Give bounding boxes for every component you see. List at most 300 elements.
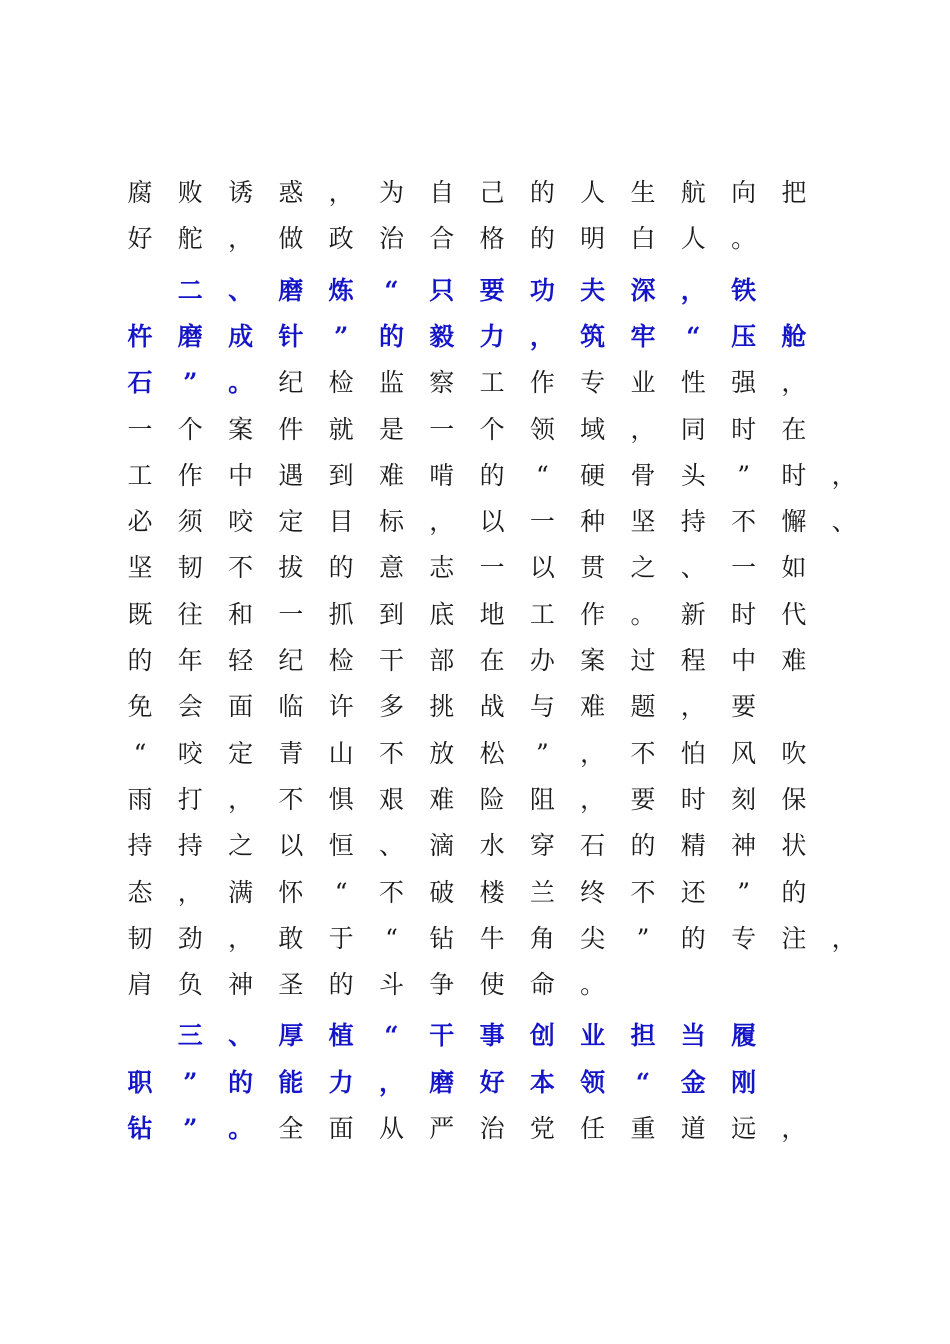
text-char: 遇 — [278, 460, 304, 490]
text-char: 。 — [228, 1114, 254, 1143]
text-char: 诱 — [228, 178, 254, 207]
text-char: 定 — [278, 507, 304, 537]
text-char: 舵 — [177, 224, 203, 254]
text-char: 的 — [529, 178, 555, 207]
text-char: 之 — [630, 553, 656, 583]
text-char: 的 — [529, 224, 555, 254]
text-char: 明 — [580, 224, 606, 254]
text-char: 会 — [177, 692, 203, 722]
text-char: “ — [334, 877, 348, 907]
text-char: 的 — [479, 460, 505, 490]
text-char: 事 — [479, 1021, 505, 1051]
text-char: 件 — [278, 414, 304, 444]
text-char: 一 — [479, 553, 505, 583]
text-char: 只 — [429, 275, 455, 305]
text-char: 、 — [831, 507, 857, 537]
text-char: 人 — [580, 178, 606, 207]
body-text-line — [0, 731, 950, 777]
text-char: 领 — [529, 414, 555, 444]
text-char: 的 — [228, 1067, 254, 1097]
text-char: 案 — [580, 646, 606, 675]
text-char: 程 — [680, 646, 706, 675]
text-char: 许 — [328, 692, 354, 722]
text-char: 到 — [328, 460, 354, 490]
body-text-line — [0, 545, 950, 591]
text-char: 的 — [127, 646, 153, 675]
text-char: 治 — [479, 1114, 505, 1143]
text-char: 中 — [228, 460, 254, 490]
text-char: 要 — [479, 275, 505, 305]
text-char: ， — [630, 414, 656, 444]
text-char: 把 — [781, 178, 807, 207]
text-char: 不 — [228, 553, 254, 583]
text-char: 中 — [731, 646, 757, 675]
text-char: 就 — [328, 414, 354, 444]
text-char: 、 — [228, 1021, 254, 1051]
text-char: 挑 — [429, 692, 455, 722]
text-char: 同 — [680, 414, 706, 444]
text-char: 面 — [328, 1114, 354, 1143]
text-char: 题 — [630, 692, 656, 722]
body-text-line — [0, 684, 950, 730]
text-char: ， — [228, 923, 254, 953]
text-char: 干 — [378, 646, 404, 675]
text-char: 的 — [328, 970, 354, 1000]
text-char: “ — [384, 275, 399, 305]
text-char: 态 — [127, 877, 153, 907]
text-char: 水 — [479, 831, 505, 861]
text-char: 自 — [429, 178, 455, 207]
text-char: 一 — [127, 414, 153, 444]
text-char: 难 — [378, 460, 404, 490]
text-char: 于 — [328, 923, 354, 953]
text-char: “ — [686, 321, 701, 351]
text-char: 创 — [529, 1021, 555, 1051]
text-char: ， — [228, 784, 254, 814]
text-char: 钻 — [429, 923, 455, 953]
text-char: 磨 — [177, 321, 203, 351]
text-char: 。 — [630, 599, 656, 629]
text-char: 领 — [580, 1067, 606, 1097]
text-char: 肩 — [127, 970, 153, 1000]
text-char: 舱 — [781, 321, 807, 351]
text-char: 难 — [429, 784, 455, 814]
text-char: 如 — [781, 553, 807, 583]
text-char: 植 — [328, 1021, 354, 1051]
body-text-line — [0, 916, 950, 962]
text-char: ， — [429, 507, 455, 537]
text-char: 全 — [278, 1114, 304, 1143]
section-heading-line — [0, 1013, 950, 1059]
text-char: ， — [831, 460, 857, 490]
text-char: 合 — [429, 224, 455, 254]
body-text-line — [0, 314, 950, 360]
text-char: 风 — [731, 738, 757, 768]
text-char: 到 — [378, 599, 404, 629]
text-char: 惑 — [278, 178, 304, 207]
text-char: 为 — [378, 178, 404, 207]
text-char: 成 — [228, 321, 254, 351]
text-char: 监 — [378, 368, 404, 398]
text-char: ” — [183, 1114, 198, 1143]
text-char: 检 — [328, 368, 354, 398]
text-char: 毅 — [429, 321, 455, 351]
text-char: 咬 — [177, 738, 203, 768]
text-char: 头 — [680, 460, 706, 490]
text-char: 不 — [731, 507, 757, 537]
text-char: 治 — [378, 224, 404, 254]
text-char: 针 — [278, 321, 304, 351]
text-char: 的 — [781, 877, 807, 907]
body-text-line — [0, 962, 950, 1008]
text-char: 穿 — [529, 831, 555, 861]
text-char: 从 — [378, 1114, 404, 1143]
text-char: 抓 — [328, 599, 354, 629]
text-char: 腐 — [127, 178, 153, 207]
text-char: 业 — [630, 368, 656, 398]
text-char: 意 — [378, 553, 404, 583]
text-char: 不 — [278, 784, 304, 814]
text-char: 临 — [278, 692, 304, 722]
text-char: ， — [831, 923, 857, 953]
text-char: 磨 — [278, 275, 304, 305]
text-char: 担 — [630, 1021, 656, 1051]
body-text-line — [0, 1060, 950, 1106]
text-char: 怕 — [680, 738, 706, 768]
text-char: 时 — [781, 460, 807, 490]
text-char: 牛 — [479, 923, 505, 953]
text-char: 险 — [479, 784, 505, 814]
text-char: 察 — [429, 368, 455, 398]
text-char: 争 — [429, 970, 455, 1000]
text-char: 败 — [177, 178, 203, 207]
text-char: ， — [680, 692, 706, 722]
text-char: 。 — [580, 970, 606, 1000]
text-char: 石 — [580, 831, 606, 861]
text-char: 力 — [479, 321, 505, 351]
text-char: 任 — [580, 1114, 606, 1143]
text-char: 不 — [630, 738, 656, 768]
text-char: ” — [737, 460, 750, 490]
text-char: 专 — [731, 923, 757, 953]
text-char: 惧 — [328, 784, 354, 814]
text-char: 牢 — [630, 321, 656, 351]
body-text-line — [0, 216, 950, 262]
text-char: 作 — [580, 599, 606, 629]
text-char: 、 — [378, 831, 404, 861]
body-text-line — [0, 499, 950, 545]
text-char: 松 — [479, 738, 505, 768]
text-char: 劲 — [177, 923, 203, 953]
text-char: 打 — [177, 784, 203, 814]
text-char: 战 — [479, 692, 505, 722]
text-char: 向 — [731, 178, 757, 207]
text-char: 轻 — [228, 646, 254, 675]
text-char: 持 — [177, 831, 203, 861]
text-char: 金 — [680, 1067, 706, 1097]
text-char: 工 — [529, 599, 555, 629]
text-char: 本 — [529, 1067, 555, 1097]
text-char: ” — [183, 1067, 198, 1097]
text-char: 功 — [529, 275, 555, 305]
text-char: 难 — [580, 692, 606, 722]
text-char: 履 — [731, 1021, 757, 1051]
text-char: 做 — [278, 224, 304, 254]
text-char: 要 — [731, 692, 757, 722]
body-text-line — [0, 592, 950, 638]
text-char: 时 — [731, 414, 757, 444]
text-char: 还 — [680, 877, 706, 907]
text-char: 作 — [177, 460, 203, 490]
body-text-line — [0, 170, 950, 216]
text-char: 神 — [731, 831, 757, 861]
text-char: 过 — [630, 646, 656, 675]
text-char: 状 — [781, 831, 807, 861]
text-char: 兰 — [529, 877, 555, 907]
text-char: 时 — [680, 784, 706, 814]
text-char: 的 — [378, 321, 404, 351]
text-char: 持 — [680, 507, 706, 537]
text-char: 以 — [278, 831, 304, 861]
text-char: 持 — [127, 831, 153, 861]
text-char: “ — [385, 923, 398, 953]
text-char: 一 — [278, 599, 304, 629]
text-char: 破 — [429, 877, 455, 907]
text-char: 干 — [429, 1021, 455, 1051]
text-char: 白 — [630, 224, 656, 254]
text-char: 、 — [228, 275, 254, 305]
text-char: 铁 — [731, 275, 757, 305]
text-char: 放 — [429, 738, 455, 768]
text-char: 压 — [731, 321, 757, 351]
text-char: 案 — [228, 414, 254, 444]
text-char: 和 — [228, 599, 254, 629]
text-char: 不 — [378, 877, 404, 907]
text-char: 保 — [781, 784, 807, 814]
text-char: 刻 — [731, 784, 757, 814]
text-char: 纪 — [278, 646, 304, 675]
text-char: 己 — [479, 178, 505, 207]
text-char: 工 — [127, 460, 153, 490]
text-char: ， — [580, 784, 606, 814]
text-char: 咬 — [228, 507, 254, 537]
text-char: 满 — [228, 877, 254, 907]
text-char: ， — [781, 1114, 807, 1143]
text-char: 坚 — [127, 553, 153, 583]
text-char: ， — [781, 368, 807, 398]
text-char: 新 — [680, 599, 706, 629]
text-char: 坚 — [630, 507, 656, 537]
text-char: 之 — [228, 831, 254, 861]
text-char: ， — [680, 275, 706, 305]
text-char: 圣 — [278, 970, 304, 1000]
text-char: 不 — [630, 877, 656, 907]
text-char: 不 — [378, 738, 404, 768]
text-char: 能 — [278, 1067, 304, 1097]
text-char: 道 — [680, 1114, 706, 1143]
text-char: 检 — [328, 646, 354, 675]
text-char: 钻 — [127, 1114, 153, 1143]
text-char: 标 — [378, 507, 404, 537]
text-char: ， — [580, 738, 606, 768]
body-text-line — [0, 823, 950, 869]
text-char: 政 — [328, 224, 354, 254]
text-char: ” — [333, 321, 349, 351]
text-char: 部 — [429, 646, 455, 675]
text-char: 职 — [127, 1067, 153, 1097]
text-char: ” — [183, 368, 198, 398]
text-char: 是 — [378, 414, 404, 444]
text-char: 尖 — [580, 923, 606, 953]
text-char: 硬 — [580, 460, 606, 490]
body-text-line — [0, 638, 950, 684]
text-char: 个 — [479, 414, 505, 444]
text-char: ” — [636, 923, 650, 953]
text-char: 重 — [630, 1114, 656, 1143]
text-char: 好 — [479, 1067, 505, 1097]
body-text-line — [0, 360, 950, 406]
text-char: 滴 — [429, 831, 455, 861]
text-char: 山 — [328, 738, 354, 768]
text-char: 阻 — [529, 784, 555, 814]
text-char: 刚 — [731, 1067, 757, 1097]
text-char: 神 — [228, 970, 254, 1000]
text-char: 办 — [529, 646, 555, 675]
text-char: ， — [378, 1067, 404, 1097]
text-char: “ — [133, 738, 147, 768]
text-char: 、 — [680, 553, 706, 583]
text-char: 敢 — [278, 923, 304, 953]
text-char: 必 — [127, 507, 153, 537]
text-char: ， — [529, 321, 555, 351]
text-char: 一 — [429, 414, 455, 444]
text-char: 与 — [529, 692, 555, 722]
text-char: ” — [737, 877, 750, 907]
text-char: 楼 — [479, 877, 505, 907]
text-char: 定 — [228, 738, 254, 768]
text-char: 夫 — [580, 275, 606, 305]
text-char: 航 — [680, 178, 706, 207]
text-char: 使 — [479, 970, 505, 1000]
text-char: ， — [177, 877, 203, 907]
text-char: 强 — [731, 368, 757, 398]
text-char: 命 — [529, 970, 555, 1000]
text-char: 多 — [378, 692, 404, 722]
body-text-line — [0, 1106, 950, 1152]
text-char: 拔 — [278, 553, 304, 583]
text-char: 磨 — [429, 1067, 455, 1097]
text-char: 精 — [680, 831, 706, 861]
text-char: 二 — [177, 275, 203, 305]
text-char: 吹 — [781, 738, 807, 768]
text-char: 须 — [177, 507, 203, 537]
text-char: 种 — [580, 507, 606, 537]
text-char: 目 — [328, 507, 354, 537]
body-text-line — [0, 453, 950, 499]
text-char: 严 — [429, 1114, 455, 1143]
text-char: 时 — [731, 599, 757, 629]
text-char: 既 — [127, 599, 153, 629]
text-char: ， — [228, 224, 254, 254]
text-char: 的 — [680, 923, 706, 953]
text-char: 域 — [580, 414, 606, 444]
text-char: 要 — [630, 784, 656, 814]
text-char: 懈 — [781, 507, 807, 537]
text-char: “ — [384, 1021, 399, 1051]
text-char: 纪 — [278, 368, 304, 398]
text-char: 的 — [328, 553, 354, 583]
text-char: 厚 — [278, 1021, 304, 1051]
text-char: 角 — [529, 923, 555, 953]
text-char: 志 — [429, 553, 455, 583]
text-char: 地 — [479, 599, 505, 629]
text-char: 炼 — [328, 275, 354, 305]
text-char: 性 — [680, 368, 706, 398]
text-char: 骨 — [630, 460, 656, 490]
text-char: 韧 — [177, 553, 203, 583]
text-char: 党 — [529, 1114, 555, 1143]
text-char: 生 — [630, 178, 656, 207]
section-heading-line — [0, 268, 950, 314]
text-char: 在 — [479, 646, 505, 675]
text-char: 负 — [177, 970, 203, 1000]
text-char: 当 — [680, 1021, 706, 1051]
text-char: “ — [635, 1067, 651, 1097]
text-char: 注 — [781, 923, 807, 953]
text-char: 杵 — [127, 321, 153, 351]
text-char: 格 — [479, 224, 505, 254]
text-char: 贯 — [580, 553, 606, 583]
body-text-line — [0, 777, 950, 823]
body-text-line — [0, 407, 950, 453]
text-char: 个 — [177, 414, 203, 444]
text-char: 的 — [630, 831, 656, 861]
text-char: 代 — [781, 599, 807, 629]
text-char: 。 — [731, 224, 757, 254]
text-char: 啃 — [429, 460, 455, 490]
text-char: 业 — [580, 1021, 606, 1051]
text-char: 专 — [580, 368, 606, 398]
text-char: 韧 — [127, 923, 153, 953]
text-char: 远 — [731, 1114, 757, 1143]
text-char: 怀 — [278, 877, 304, 907]
text-char: 在 — [781, 414, 807, 444]
text-char: 一 — [529, 507, 555, 537]
text-char: 一 — [731, 553, 757, 583]
text-char: 雨 — [127, 784, 153, 814]
text-char: 恒 — [328, 831, 354, 861]
text-char: 面 — [228, 692, 254, 722]
body-text-line — [0, 870, 950, 916]
text-char: 底 — [429, 599, 455, 629]
text-char: 终 — [580, 877, 606, 907]
text-char: 以 — [479, 507, 505, 537]
text-char: 青 — [278, 738, 304, 768]
text-char: 斗 — [378, 970, 404, 1000]
text-char: 以 — [529, 553, 555, 583]
text-char: 力 — [328, 1067, 354, 1097]
text-char: “ — [536, 460, 549, 490]
text-char: 好 — [127, 224, 153, 254]
text-char: 人 — [680, 224, 706, 254]
text-char: 。 — [228, 368, 254, 398]
text-char: 往 — [177, 599, 203, 629]
text-char: ” — [536, 738, 549, 768]
text-char: ， — [328, 178, 354, 207]
text-char: 艰 — [378, 784, 404, 814]
text-char: 深 — [630, 275, 656, 305]
text-char: 筑 — [580, 321, 606, 351]
